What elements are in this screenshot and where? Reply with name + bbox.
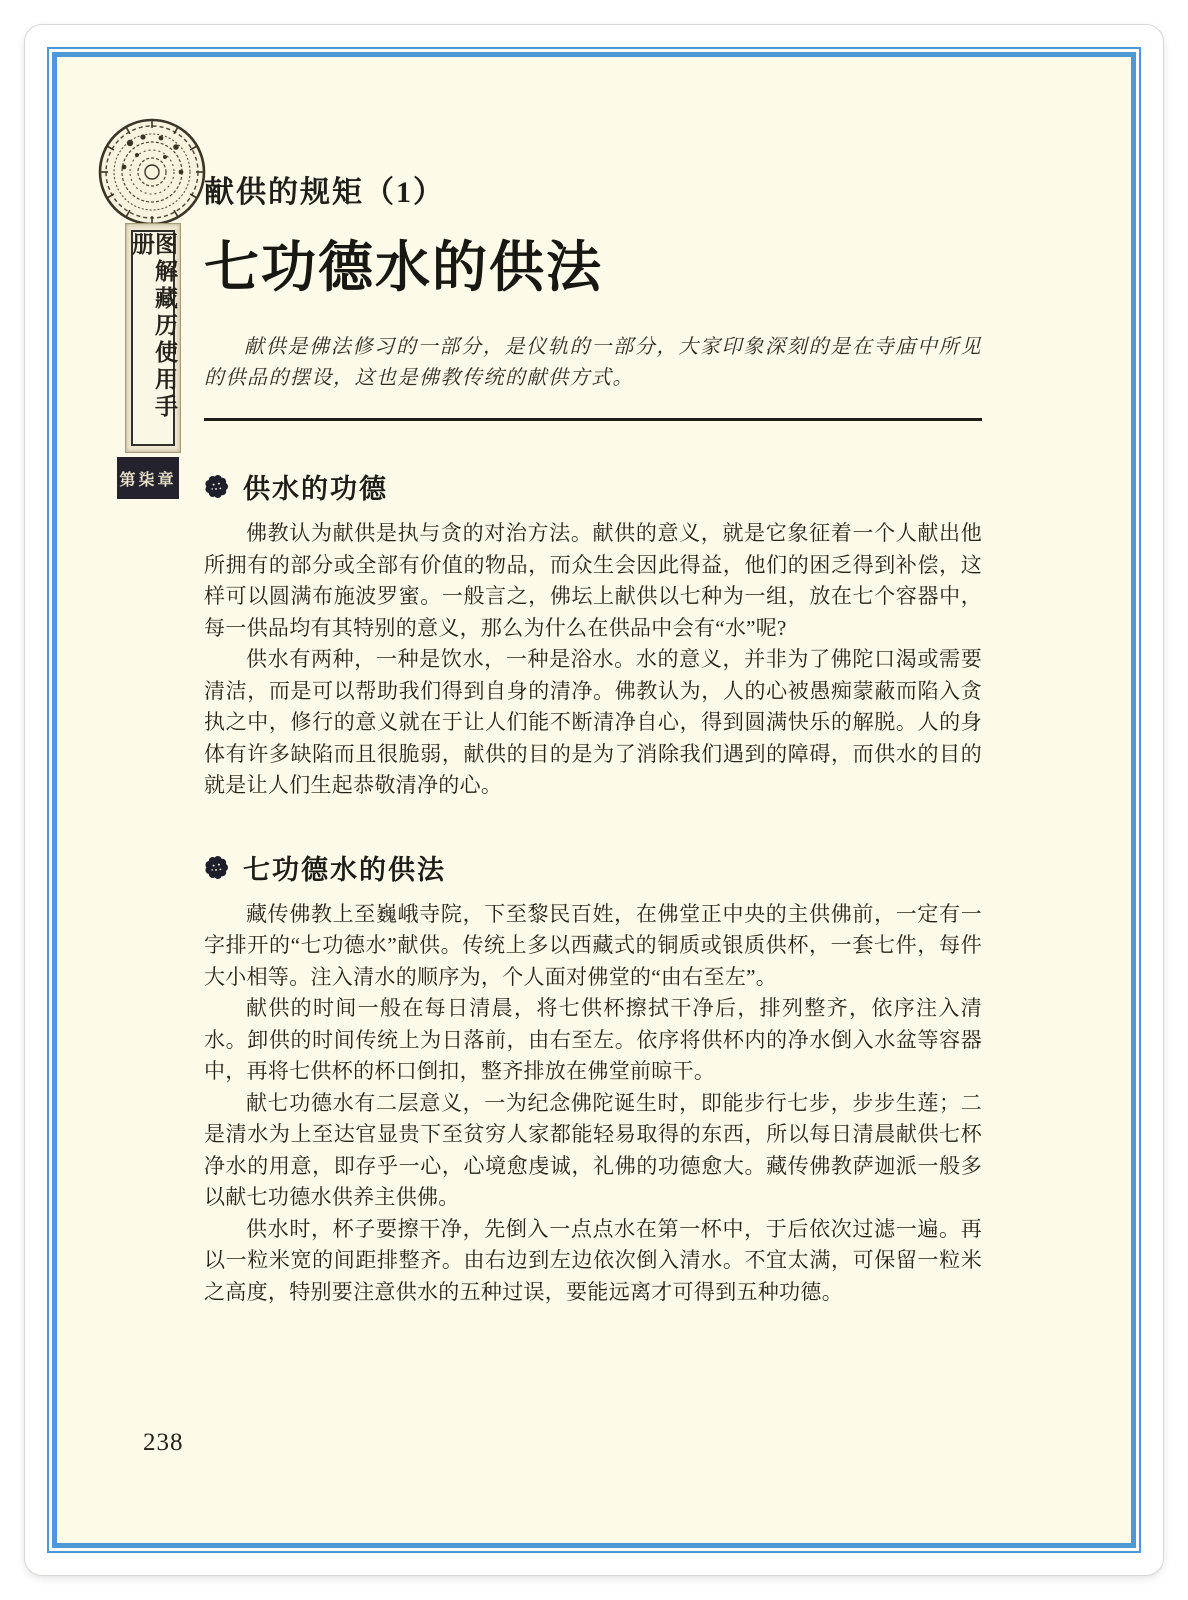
chapter-badge: [117, 457, 179, 499]
page-body: [57, 57, 1131, 1543]
page-number: 238: [143, 1429, 184, 1456]
paragraph: 供水时，杯子要擦干净，先倒入一点点水在第一杯中，于后依次过滤一遍。再以一粒米宽的间距排整齐。由右边到左边依次倒入清水。不宜太满，可保留一粒米之高度，特别要注意供水的五种过误，要能远离才可得到五种功德。: [204, 1216, 982, 1304]
paragraph: 供水有两种，一种是饮水，一种是浴水。水的意义，并非为了佛陀口渴或需要清洁，而是可以帮助我们得到自身的清净。佛教认为，人的心被愚痴蒙蔽而陷入贪执之中，修行的意义就在于让人们能不断清净自心，得到圆满快乐的解脱。人的身体有许多缺陷而且很脆弱，献供的目的是为了消除我们遇到的障碍，而供水的目的就是让人们生起恭敬清净的心。: [204, 647, 982, 797]
page-frame: [47, 47, 1141, 1553]
page-frame-inner: [52, 52, 1136, 1548]
rosette-icon: [204, 855, 229, 880]
calendar-wheel-seal-icon: [97, 117, 207, 227]
section-heading-2: [204, 848, 982, 887]
section-heading-1: [204, 467, 982, 506]
paragraph: 献七功德水有二层意义，一为纪念佛陀诞生时，即能步行七步，步步生莲；二是清水为上至达官显贵下至贫穷人家都能轻易取得的东西，所以每日清晨献供七杯净水的用意，即存乎一心，心境愈虔诚，礼佛的功德愈大。藏传佛教萨迦派一般多以献七功德水供养主供佛。: [204, 1090, 982, 1209]
main-content: [204, 57, 982, 1308]
book-title: 图解藏历使用手册: [129, 232, 177, 421]
rosette-icon: [204, 474, 229, 499]
section-kicker: 献供的规矩（1）: [204, 176, 445, 209]
section-title: 七功德水的供法: [243, 854, 446, 885]
divider-rule: [204, 418, 982, 421]
page-title: 七功德水的供法: [204, 237, 604, 298]
sidebar: [57, 57, 217, 517]
intro-paragraph: 献供是佛法修习的一部分，是仪轨的一部分，大家印象深刻的是在寺庙中所见的供品的摆设，这也是佛教传统的献供方式。: [204, 336, 982, 389]
page-card: [24, 24, 1164, 1576]
paragraph: 藏传佛教上至巍峨寺院，下至黎民百姓，在佛堂正中央的主供佛前，一定有一字排开的“七功德水”献供。传统上多以西藏式的铜质或银质供杯，一套七件，每件大小相等。注入清水的顺序为，个人面对佛堂的“由右至左”。: [204, 901, 982, 989]
paragraph: 佛教认为献供是执与贪的对治方法。献供的意义，就是它象征着一个人献出他所拥有的部分或全部有价值的物品，而众生会因此得益，他们的困乏得到补偿，这样可以圆满布施波罗蜜。一般言之，佛坛上献供以七种为一组，放在七个容器中，每一供品均有其特别的意义，那么为什么在供品中会有“水”呢?: [204, 521, 982, 640]
paragraph: 献供的时间一般在每日清晨，将七供杯擦拭干净后，排列整齐，依序注入清水。卸供的时间传统上为日落前，由右至左。依序将供杯内的净水倒入水盆等容器中，再将七供杯的杯口倒扣，整齐排放在佛堂前晾干。: [204, 996, 982, 1083]
book-title-box: [131, 230, 175, 446]
section-title: 供水的功德: [243, 474, 388, 504]
book-title-banner: [125, 223, 181, 453]
chapter-badge-label: 第柒章: [119, 471, 177, 489]
